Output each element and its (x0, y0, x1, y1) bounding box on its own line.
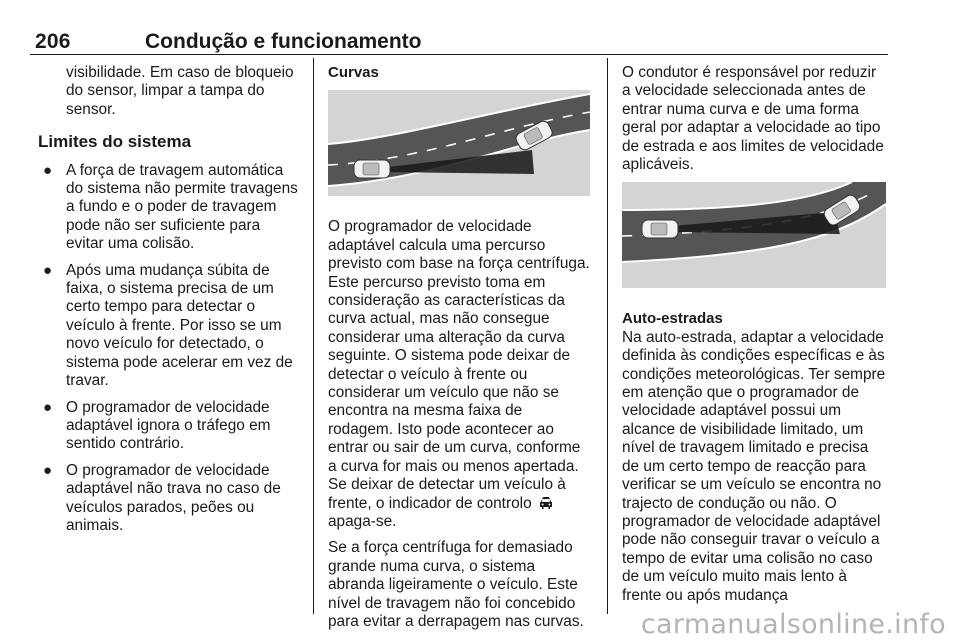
driver-responsibility-paragraph: O condutor é responsável por reduzir a velocidade seleccionada antes de entrar numa curva e de uma forma geral por adaptar a velocidade ao tipo de estrada e aos limites de velocidade aplicáveis. (622, 64, 884, 174)
bullet-icon: ● (43, 261, 53, 279)
limits-list (38, 162, 300, 536)
highway-curve-illustration (622, 182, 886, 288)
list-item-text: O programador de velocidade adaptável não trava no caso de veículos parados, peões ou animais. (66, 461, 281, 534)
page-title: Condução e funcionamento (145, 30, 422, 53)
list-item-text: Após uma mudança súbita de faixa, o sistema precisa de um certo tempo para detectar o veículo à frente. Por isso se um novo veículo for detectado, o sistema pode acelerar em vez de travar. (66, 261, 293, 390)
list-item-text: O programador de velocidade adaptável ignora o tráfego em sentido contrário. (66, 398, 271, 453)
list-item (38, 262, 300, 391)
watermark: carmanualsonline.info (640, 609, 946, 640)
list-item (38, 162, 300, 254)
column-divider-2 (607, 58, 608, 614)
intro-paragraph: visibilidade. Em caso de bloqueio do sensor, limpar a tampa do sensor. (66, 64, 294, 118)
bullet-icon: ● (43, 461, 53, 479)
section-heading-curves: Curvas (328, 64, 379, 81)
column-divider-1 (313, 58, 314, 614)
curves-paragraph-2: Se a força centrífuga for demasiado grande numa curva, o sistema abranda ligeiramente o veículo. Este nível de travagem não foi concebido para evitar a derrapagem nas curvas. (328, 539, 584, 630)
curves-paragraph-1: O programador de velocidade adaptável calcula uma percurso previsto com base na força centrífuga. Este percurso previsto toma em consideração as características da curva actual, mas não consegue considerar uma alteração da curva seguinte. O sistema pode deixar de detectar o veículo à frente ou considerar um veículo que não se encontra na mesma faixa de rodagem. Isto pode acontecer ao entrar ou sair de um curva, conforme a curva for mais ou menos apertada. Se deixar de detectar um veículo à frente, o indicador de controlo apaga-se. (328, 218, 590, 530)
list-item-text: A força de travagem automática do sistema não permite travagens a fundo e o poder de travagem pode não ser suficiente para evitar uma colisão. (66, 161, 298, 253)
page-number: 206 (35, 30, 71, 53)
column-3 (622, 64, 888, 613)
curve-illustration (328, 90, 590, 196)
column-2 (328, 64, 590, 639)
highways-paragraph: Na auto-estrada, adaptar a velocidade definida às condições específicas e às condições meteorológicas. Ter sempre em atenção que o programador de velocidade adaptável possui um alcance de visibilidade limitado, um nível de travagem limitado e precisa de um certo tempo de reacção para verificar se um veículo se encontra no trajecto de condução ou não. O programador de velocidade adaptável pode não conseguir travar o veículo a tempo de evitar uma colisão no caso de um veículo muito mais lento à frente ou após mudança (622, 328, 886, 604)
list-item (38, 462, 300, 536)
bullet-icon: ● (43, 161, 53, 179)
bullet-icon: ● (43, 398, 53, 416)
column-1 (38, 64, 300, 543)
list-item (38, 399, 300, 454)
page-header (30, 30, 888, 55)
section-heading-highways: Auto-estradas (622, 310, 723, 328)
car-front-icon (538, 496, 554, 510)
section-heading-system-limits: Limites do sistema (38, 132, 192, 152)
